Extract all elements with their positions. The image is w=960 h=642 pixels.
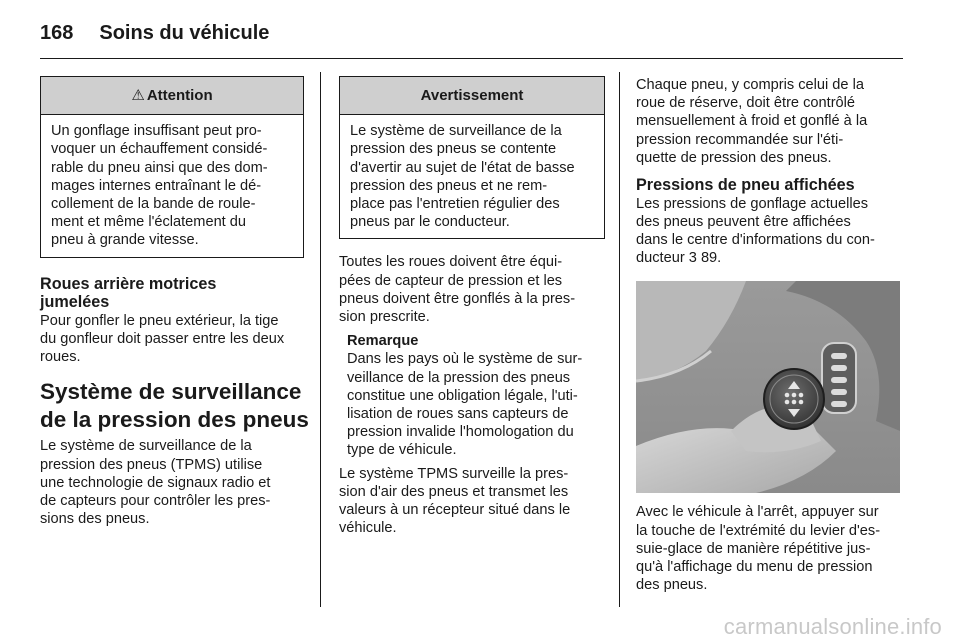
text-line: du gonfleur doit passer entre les deux bbox=[40, 331, 285, 348]
note-line: type de véhicule. bbox=[347, 442, 457, 459]
page-reference[interactable]: 89. bbox=[700, 250, 722, 267]
attention-box bbox=[40, 76, 304, 258]
attention-line: collement de la bande de roule- bbox=[51, 196, 256, 213]
heading-line: Système de surveillance bbox=[40, 379, 302, 405]
attention-line: mages internes entraînant le dé- bbox=[51, 177, 262, 194]
text-line bbox=[636, 249, 902, 267]
displayed-pressures-paragraph bbox=[636, 195, 902, 268]
text-line: pression des pneus (TPMS) utilise bbox=[40, 456, 263, 473]
text-line: Pour gonfler le pneu extérieur, la tige bbox=[40, 312, 279, 329]
text-line: des pneus peuvent être affichées bbox=[636, 213, 851, 230]
note-line: constitue une obligation légale, l'uti- bbox=[347, 387, 578, 404]
attention-title: Attention bbox=[146, 87, 213, 104]
warning-line: pression des pneus se contente bbox=[350, 141, 557, 158]
text-line: sions des pneus. bbox=[40, 511, 150, 528]
text-line: sion prescrite. bbox=[339, 309, 430, 326]
wiper-stalk-photo bbox=[636, 281, 902, 493]
text-line: pées de capteur de pression et les bbox=[339, 272, 563, 289]
text-line: mensuellement à froid et gonflé à la bbox=[636, 113, 868, 130]
column-1 bbox=[40, 76, 309, 528]
warning-line: d'avertir au sujet de l'état de basse bbox=[350, 159, 575, 176]
text-line: véhicule. bbox=[339, 520, 397, 537]
wiper-stalk-illustration bbox=[636, 281, 900, 493]
text-line: roue de réserve, doit être contrôlé bbox=[636, 95, 856, 112]
text-line: de capteurs pour contrôler les pres- bbox=[40, 493, 271, 510]
warning-line: Le système de surveillance de la bbox=[350, 123, 562, 140]
heading-line: Roues arrière motrices bbox=[40, 274, 217, 293]
text-line: la touche de l'extrémité du levier d'es- bbox=[636, 522, 881, 539]
warning-triangle-icon: ⚠ bbox=[131, 87, 145, 104]
text-line: pression recommandée sur l'éti- bbox=[636, 131, 844, 148]
text-line: Chaque pneu, y compris celui de la bbox=[636, 77, 864, 93]
warning-box-title: Avertissement bbox=[340, 77, 604, 115]
attention-body bbox=[41, 115, 303, 256]
text-fragment: ducteur bbox=[636, 250, 685, 267]
text-line: Toutes les roues doivent être équi- bbox=[339, 254, 563, 271]
rear-wheels-heading bbox=[40, 275, 304, 312]
tpms-heading bbox=[40, 378, 309, 433]
header-rule bbox=[40, 58, 903, 59]
text-line: une technologie de signaux radio et bbox=[40, 474, 271, 491]
page-reference-arrow: 3 bbox=[688, 250, 697, 267]
heading-line: jumelées bbox=[40, 293, 110, 312]
tpms-paragraph bbox=[40, 437, 304, 528]
note-line: Dans les pays où le système de sur- bbox=[347, 351, 583, 368]
note-line: lisation de roues sans capteurs de bbox=[347, 406, 569, 423]
note-line: pression invalide l'homologation du bbox=[347, 424, 574, 441]
text-line: des pneus. bbox=[636, 577, 708, 594]
watermark: carmanualsonline.info bbox=[723, 614, 942, 639]
rear-wheels-paragraph bbox=[40, 312, 304, 367]
text-line: Les pressions de gonflage actuelles bbox=[636, 195, 869, 212]
text-line: roues. bbox=[40, 349, 81, 366]
note-title: Remarque bbox=[347, 333, 419, 350]
column-divider-1 bbox=[320, 72, 321, 607]
attention-line: voquer un échauffement considé- bbox=[51, 141, 268, 158]
text-line: Le système de surveillance de la bbox=[40, 438, 252, 455]
page-header bbox=[40, 22, 269, 45]
attention-line: rable du pneu ainsi que des dom- bbox=[51, 159, 268, 176]
column-2 bbox=[339, 76, 605, 537]
attention-line: pneu à grande vitesse. bbox=[51, 232, 199, 249]
text-line: pneus doivent être gonflés à la pres- bbox=[339, 290, 576, 307]
text-line: quette de pression des pneus. bbox=[636, 149, 832, 166]
displayed-pressures-heading: Pressions de pneu affichées bbox=[636, 176, 855, 195]
warning-body bbox=[340, 115, 604, 238]
tpms-monitor-paragraph bbox=[339, 465, 605, 538]
attention-box-title bbox=[41, 77, 303, 115]
attention-line: ment et même l'éclatement du bbox=[51, 214, 247, 231]
button-instruction-paragraph bbox=[636, 503, 902, 594]
text-line: valeurs à un récepteur situé dans le bbox=[339, 502, 571, 519]
text-line: dans le centre d'informations du con- bbox=[636, 232, 875, 249]
page-number: 168 bbox=[40, 22, 74, 44]
column-3 bbox=[636, 76, 902, 594]
text-line: Le système TPMS surveille la pres- bbox=[339, 465, 569, 482]
note-block bbox=[339, 332, 605, 459]
text-line: sion d'air des pneus et transmet les bbox=[339, 483, 569, 500]
text-line: qu'à l'affichage du menu de pression bbox=[636, 559, 873, 576]
note-line: veillance de la pression des pneus bbox=[347, 369, 571, 386]
text-line: suie-glace de manière répétitive jus- bbox=[636, 540, 871, 557]
heading-line: de la pression des pneus bbox=[40, 406, 309, 432]
section-title: Soins du véhicule bbox=[99, 22, 270, 44]
attention-line: Un gonflage insuffisant peut pro- bbox=[51, 123, 262, 140]
warning-line: place pas l'entretien régulier des bbox=[350, 196, 560, 213]
column-divider-2 bbox=[619, 72, 620, 607]
warning-line: pression des pneus et ne rem- bbox=[350, 177, 548, 194]
sensors-paragraph bbox=[339, 253, 605, 326]
warning-line: pneus par le conducteur. bbox=[350, 214, 510, 231]
text-line: Avec le véhicule à l'arrêt, appuyer sur bbox=[636, 504, 879, 521]
check-paragraph bbox=[636, 76, 902, 167]
warning-box bbox=[339, 76, 605, 239]
